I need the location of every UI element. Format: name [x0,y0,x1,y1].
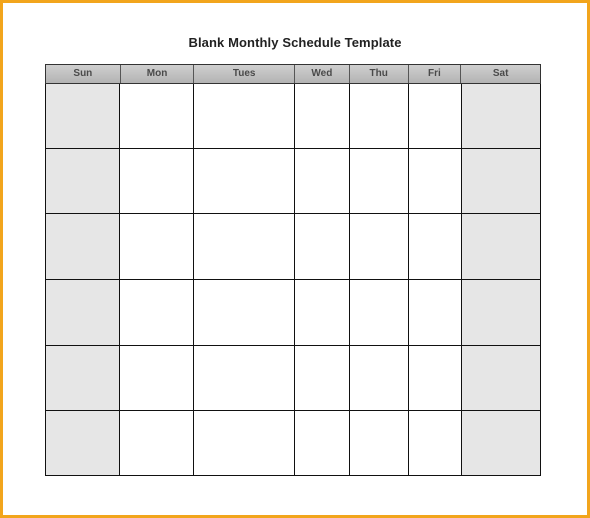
weekday-header-tues: Tues [194,65,295,83]
day-cell-thu [350,346,409,410]
day-cell-thu [350,411,409,475]
calendar-week-row [45,411,541,476]
calendar-week-row [45,84,541,149]
day-cell-fri [409,346,462,410]
day-cell-wed [295,149,350,213]
day-cell-wed [295,214,350,279]
day-cell-sun [45,149,120,213]
day-cell-mon [120,149,194,213]
day-cell-thu [350,84,409,148]
day-cell-sun [45,84,120,148]
day-cell-thu [350,149,409,213]
day-cell-wed [295,280,350,345]
calendar-week-row [45,346,541,411]
day-cell-sun [45,346,120,410]
day-cell-fri [409,280,462,345]
day-cell-tues [194,214,295,279]
calendar-grid [45,84,541,476]
day-cell-tues [194,411,295,475]
day-cell-sat [462,214,541,279]
day-cell-sat [462,149,541,213]
weekday-header-row [45,64,541,84]
day-cell-fri [409,84,462,148]
day-cell-sun [45,280,120,345]
weekday-header-sun: Sun [46,65,121,83]
day-cell-sat [462,411,541,475]
day-cell-sun [45,411,120,475]
weekday-header-mon: Mon [121,65,195,83]
day-cell-mon [120,280,194,345]
day-cell-mon [120,214,194,279]
calendar-week-row [45,280,541,346]
day-cell-fri [409,411,462,475]
day-cell-sat [462,280,541,345]
day-cell-sat [462,84,541,148]
day-cell-mon [120,346,194,410]
day-cell-wed [295,411,350,475]
day-cell-tues [194,280,295,345]
day-cell-wed [295,346,350,410]
day-cell-thu [350,280,409,345]
calendar-week-row [45,149,541,214]
day-cell-sun [45,214,120,279]
page-title: Blank Monthly Schedule Template [188,35,402,50]
day-cell-mon [120,84,194,148]
day-cell-tues [194,84,295,148]
calendar-week-row [45,214,541,280]
weekday-header-wed: Wed [295,65,350,83]
weekday-header-sat: Sat [461,65,540,83]
day-cell-tues [194,346,295,410]
day-cell-wed [295,84,350,148]
weekday-header-thu: Thu [350,65,409,83]
monthly-calendar [45,64,541,476]
weekday-header-fri: Fri [409,65,462,83]
day-cell-mon [120,411,194,475]
day-cell-thu [350,214,409,279]
day-cell-sat [462,346,541,410]
day-cell-fri [409,214,462,279]
day-cell-tues [194,149,295,213]
day-cell-fri [409,149,462,213]
